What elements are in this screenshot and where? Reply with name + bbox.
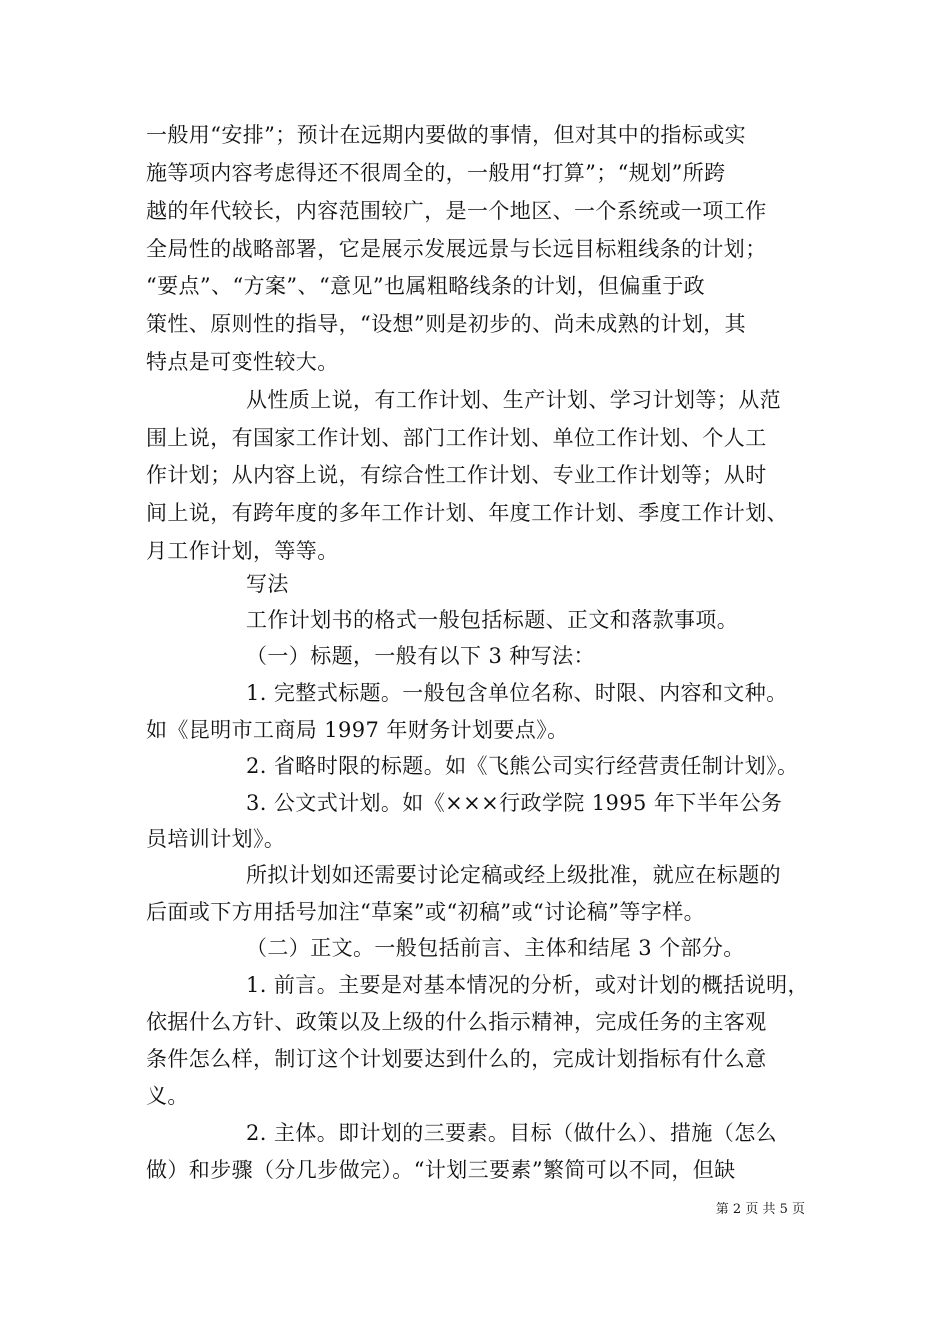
paragraph-line: 条件怎么样，制订这个计划要达到什么的，完成计划指标有什么意 (146, 1047, 767, 1071)
paragraph-line: 1. 前言。主要是对基本情况的分析，或对计划的概括说明， (246, 973, 809, 997)
paragraph-line: 策性、原则性的指导，“设想”则是初步的、尚未成熟的计划，其 (146, 312, 747, 336)
paragraph-line: 作计划；从内容上说，有综合性工作计划、专业工作计划等；从时 (146, 463, 767, 487)
paragraph-line: 施等项内容考虑得还不很周全的，一般用“打算”；“规划”所跨 (146, 161, 726, 185)
paragraph-line: 围上说，有国家工作计划、部门工作计划、单位工作计划、个人工 (146, 426, 767, 450)
paragraph-line: 员培训计划》。 (146, 827, 286, 851)
paragraph-line: 义。 (146, 1084, 189, 1108)
paragraph-line: 所拟计划如还需要讨论定稿或经上级批准，就应在标题的 (246, 863, 781, 887)
paragraph-line: 2. 省略时限的标题。如《飞熊公司实行经营责任制计划》。 (246, 754, 799, 778)
paragraph-line: 全局性的战略部署，它是展示发展远景与长远目标粗线条的计划； (146, 237, 767, 261)
paragraph-line: 做）和步骤（分几步做完）。“计划三要素”繁简可以不同，但缺 (146, 1158, 736, 1182)
paragraph-line: 3. 公文式计划。如《×××行政学院 1995 年下半年公务 (246, 791, 783, 815)
paragraph-line: 月工作计划，等等。 (146, 539, 339, 563)
subheading: （一）标题，一般有以下 3 种写法： (246, 644, 595, 668)
paragraph-line: 从性质上说，有工作计划、生产计划、学习计划等；从范 (246, 388, 781, 412)
paragraph-line: 1. 完整式标题。一般包含单位名称、时限、内容和文种。 (246, 681, 788, 705)
section-heading: 写法 (246, 572, 289, 596)
paragraph-line: 工作计划书的格式一般包括标题、正文和落款事项。 (246, 608, 739, 632)
paragraph-line: “要点”、“方案”、“意见”也属粗略线条的计划，但偏重于政 (146, 274, 706, 298)
paragraph-line: 如《昆明市工商局 1997 年财务计划要点》。 (146, 718, 569, 742)
paragraph-line: 2. 主体。即计划的三要素。目标（做什么）、措施（怎么 (246, 1121, 778, 1145)
paragraph-line: 特点是可变性较大。 (146, 350, 339, 374)
paragraph-line: 越的年代较长，内容范围较广，是一个地区、一个系统或一项工作 (146, 199, 767, 223)
paragraph-line: 间上说，有跨年度的多年工作计划、年度工作计划、季度工作计划、 (146, 501, 788, 525)
paragraph-line: 一般用“安排”；预计在远期内要做的事情，但对其中的指标或实 (146, 123, 747, 147)
page-number: 第 2 页 共 5 页 (715, 1202, 805, 1217)
paragraph-line: 依据什么方针、政策以及上级的什么指示精神，完成任务的主客观 (146, 1010, 767, 1034)
paragraph-line: 后面或下方用括号加注“草案”或“初稿”或“讨论稿”等字样。 (146, 900, 706, 924)
subheading: （二）正文。一般包括前言、主体和结尾 3 个部分。 (246, 936, 745, 960)
